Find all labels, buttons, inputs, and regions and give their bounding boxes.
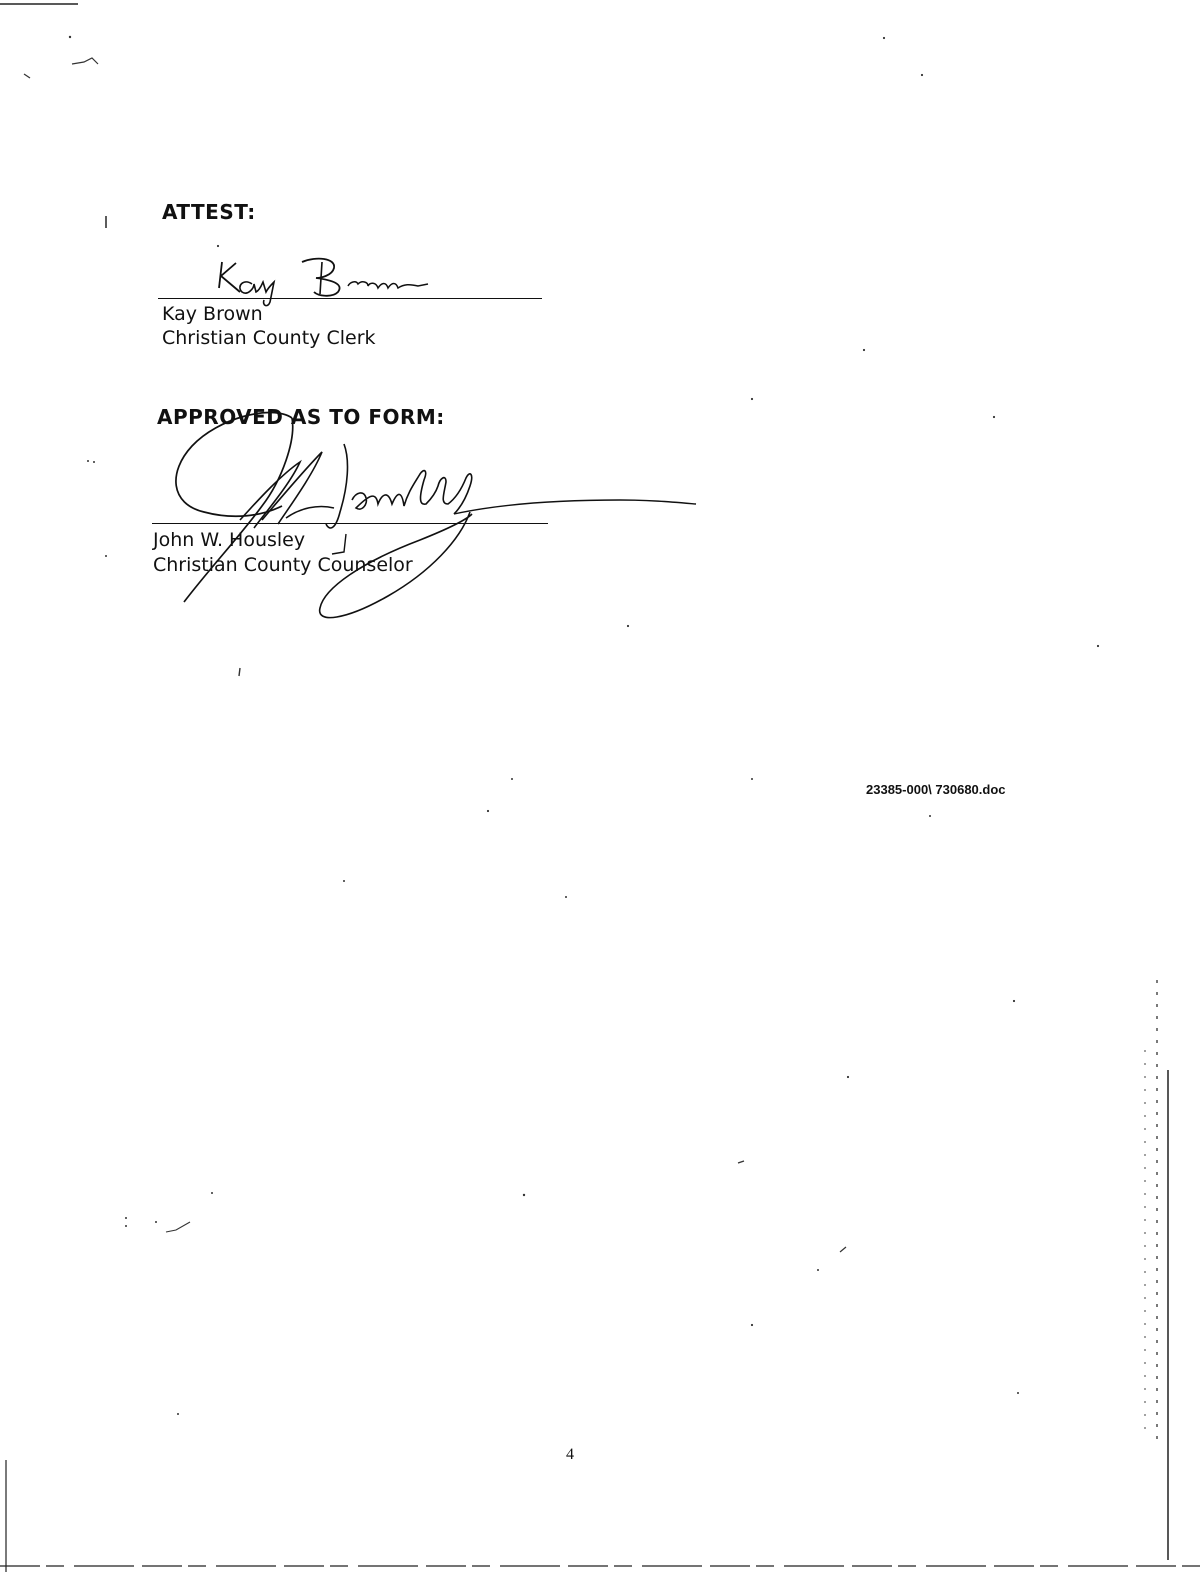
approval-heading: APPROVED AS TO FORM: <box>157 405 445 429</box>
approval-name: John W. Housley <box>153 529 306 551</box>
document-reference: 23385-000\ 730680.doc <box>866 782 1006 797</box>
attest-heading: ATTEST: <box>162 200 256 224</box>
attest-title: Christian County Clerk <box>162 327 376 349</box>
page-number: 4 <box>566 1446 574 1463</box>
approval-title: Christian County Counselor <box>153 554 413 576</box>
attest-name: Kay Brown <box>162 303 263 325</box>
